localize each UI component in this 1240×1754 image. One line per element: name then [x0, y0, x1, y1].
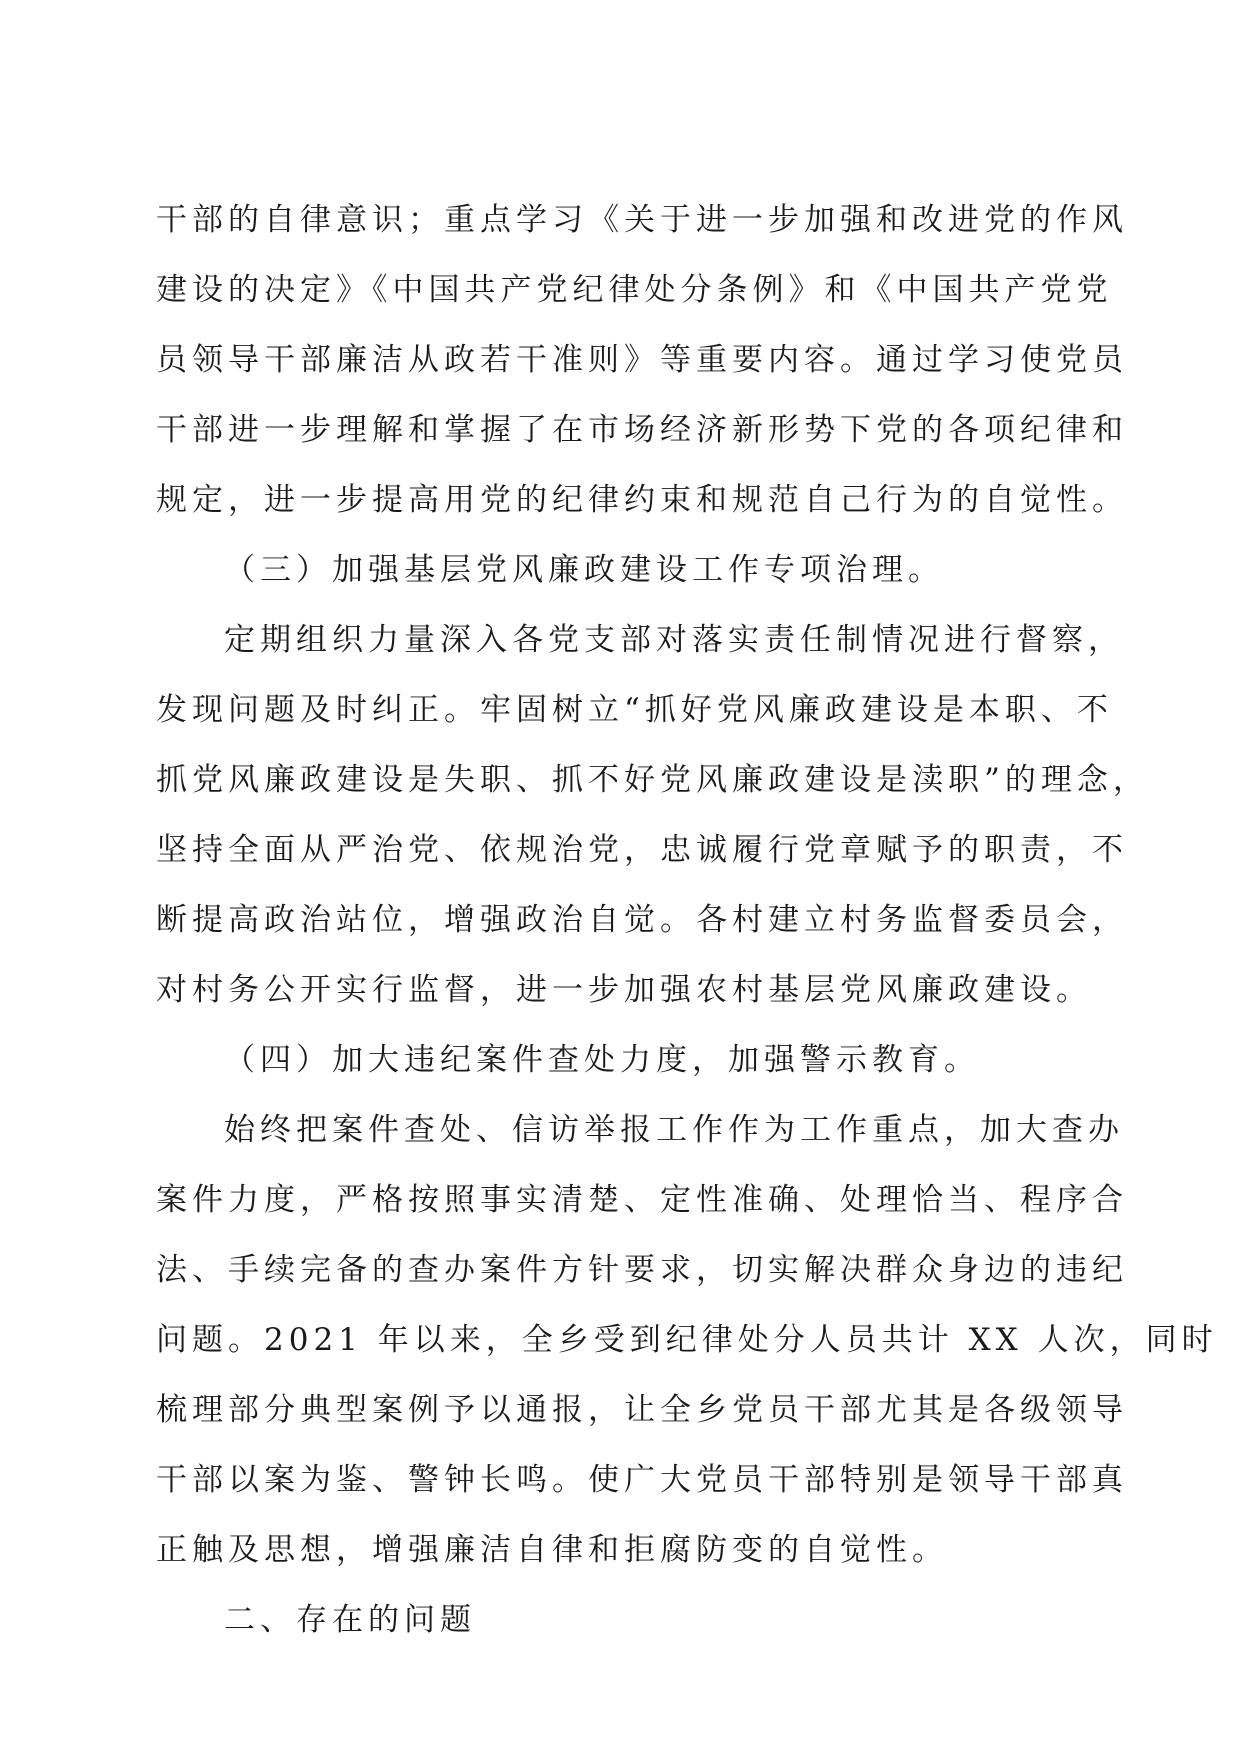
text-line: 定期组织力量深入各党支部对落实责任制情况进行督察，: [224, 622, 1124, 658]
text-line: 法、手续完备的查办案件方针要求，切实解决群众身边的违纪: [156, 1252, 1128, 1288]
paragraph-case-handling: [156, 1095, 1218, 1585]
section-heading-3: [156, 535, 1091, 605]
text-line: 断提高政治站位，增强政治自觉。各村建立村务监督委员会，: [156, 902, 1128, 938]
text-line: 案件力度，严格按照事实清楚、定性准确、处理恰当、程序合: [156, 1182, 1128, 1218]
heading-text: （三）加强基层党风廉政建设工作专项治理。: [224, 552, 944, 588]
text-line: 干部以案为鉴、警钟长鸣。使广大党员干部特别是领导干部真: [156, 1462, 1128, 1498]
text-line: 建设的决定》《中国共产党纪律处分条例》和《中国共产党党: [156, 272, 1113, 308]
heading-text: 二、存在的问题: [224, 1602, 476, 1638]
text-line: 干部的自律意识；重点学习《关于进一步加强和改进党的作风: [156, 202, 1128, 238]
text-line: 干部进一步理解和掌握了在市场经济新形势下党的各项纪律和: [156, 412, 1128, 448]
text-line: 发现问题及时纠正。牢固树立“抓好党风廉政建设是本职、不: [156, 692, 1113, 728]
text-line: 梳理部分典型案例予以通报，让全乡党员干部尤其是各级领导: [156, 1392, 1128, 1428]
text-line: 员领导干部廉洁从政若干准则》等重要内容。通过学习使党员: [156, 342, 1128, 378]
text-line: 始终把案件查处、信访举报工作作为工作重点，加大查办: [224, 1112, 1124, 1148]
paragraph-continued: [156, 185, 1128, 535]
text-line: 坚持全面从严治党、依规治党，忠诚履行党章赋予的职责，不: [156, 832, 1128, 868]
text-line: 规定，进一步提高用党的纪律约束和规范自己行为的自觉性。: [156, 482, 1128, 518]
text-line: 抓党风廉政建设是失职、抓不好党风廉政建设是渎职”的理念，: [156, 762, 1149, 798]
document-body: [156, 185, 1218, 1655]
section-heading-4: [156, 1025, 1091, 1095]
text-line: 对村务公开实行监督，进一步加强农村基层党风廉政建设。: [156, 972, 1092, 1008]
text-line: 问题。2021 年以来，全乡受到纪律处分人员共计 XX 人次，同时: [156, 1322, 1218, 1358]
heading-text: （四）加大违纪案件查处力度，加强警示教育。: [224, 1042, 980, 1078]
text-line: 正触及思想，增强廉洁自律和拒腐防变的自觉性。: [156, 1532, 948, 1568]
paragraph-supervision: [156, 605, 1149, 1025]
section-heading-problems: [156, 1585, 1091, 1655]
